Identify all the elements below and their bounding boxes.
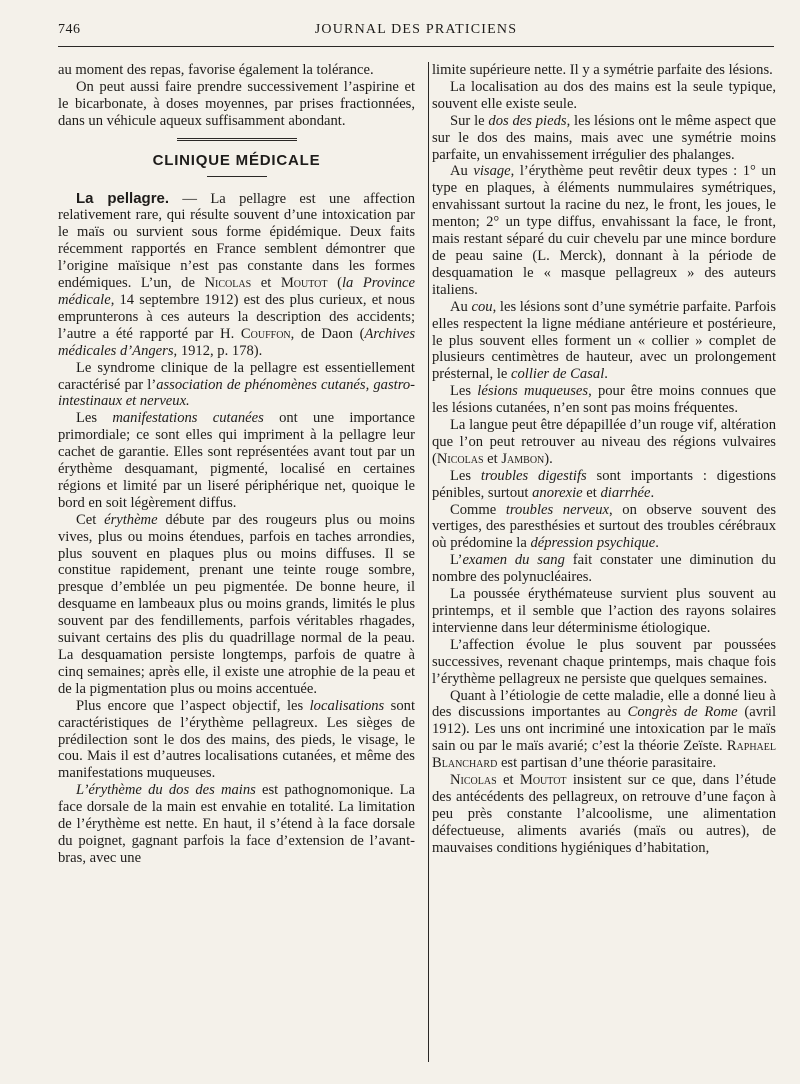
paragraph: Nicolas et Moutot insistent sur ce que, dans l’étude des antécédents des pellagreux, on retrouve d’une façon à peu près constante l’alcoolisme, une alimentation défectueuse, aliments avariés (maïs ou autres), de mauvaises conditions hygiéniques d’habitation,: [432, 772, 776, 856]
paragraph: Les lésions muqueuses, pour être moins connues que les lésions cutanées, n’en sont pas moins fréquentes.: [432, 383, 776, 417]
author-name: Moutot: [519, 772, 567, 789]
page-number: 746: [58, 22, 81, 37]
paragraph: L’affection évolue le plus souvent par poussées successives, revenant chaque printemps, mais chaque fois l’érythème pellagreux ne persiste que quelques semaines.: [432, 636, 776, 687]
left-column: [58, 62, 415, 867]
column-divider: [428, 62, 429, 1062]
paragraph: limite supérieure nette. Il y a symétrie parfaite des lésions.: [432, 62, 773, 78]
author-name: Moutot: [280, 275, 328, 292]
paragraph: Les manifestations cutanées ont une importance primordiale; ce sont elles qui impriment à la pellagre leur cachet de garantie. Elles sont représentées avant tout par un érythème desquamant, pigmenté, localisé en certaines régions et limité par un liseré périphérique net, quoique le bord en soit légèrement diffus.: [58, 410, 415, 511]
paragraph: Sur le dos des pieds, les lésions ont le même aspect que sur le dos des mains, mais avec une symétrie moins parfaite, un envahissement irrégulier des phalanges.: [432, 112, 776, 163]
author-name: Couffon: [240, 325, 291, 342]
running-title: JOURNAL DES PRATICIENS: [314, 22, 518, 37]
paragraph: Au cou, les lésions sont d’une symétrie parfaite. Parfois elles respectent la ligne médiane antérieure et postérieure, le plus souvent elles forment un « collier » complet de plusieurs centimètres de hauteur, avec un prolongement présternal, le collier de Casal.: [432, 298, 776, 383]
paragraph: Le syndrome clinique de la pellagre est essentiellement caractérisé par l’association de phénomènes cutanés, gastro-intestinaux et nerveux.: [58, 359, 415, 410]
author-name: Nicolas: [204, 275, 252, 292]
paragraph: au moment des repas, favorise également la tolérance.: [58, 62, 374, 78]
author-name: Nicolas: [450, 772, 497, 789]
author-name: Raphael Blanchard: [432, 738, 776, 772]
paragraph: La langue peut être dépapillée d’un rouge vif, altération que l’on peut retrouver au niveau des régions vulvaires (Nicolas et Jambon).: [432, 417, 776, 467]
section-rule: [177, 138, 297, 141]
section-underline: [207, 176, 267, 177]
paragraph: Les troubles digestifs sont importants : digestions pénibles, surtout anorexie et diarrhée.: [432, 467, 776, 501]
paragraph: L’érythème du dos des mains est pathognomonique. La face dorsale de la main est envahie en totalité. La limitation de l’érythème est nette. En haut, il s’étend à la face dorsale du poignet, gagnant parfois la face d’extension de l’avant-bras, avec une: [58, 782, 415, 866]
paragraph: On peut aussi faire prendre successivement l’aspirine et le bicarbonate, à doses moyennes, par prises fractionnées, dans un véhicule aqueux suffisamment abondant.: [58, 78, 415, 129]
article-lead: La pellagre.: [76, 189, 170, 207]
paragraph: Comme troubles nerveux, on observe souvent des vertiges, des paresthésies et surtout des troubles cérébraux où prédomine la dépression psychique.: [432, 501, 776, 552]
author-name: Nicolas: [436, 450, 484, 467]
section-title: CLINIQUE MÉDICALE: [152, 151, 321, 169]
paragraph: Plus encore que l’aspect objectif, les localisations sont caractéristiques de l’érythème pellagreux. Les sièges de prédilection sont le dos des mains, des pieds, le visage, le cou. Mais il est d’autres localisations cutanées, et même des manifestations muqueuses.: [58, 697, 415, 782]
header-rule: [58, 46, 774, 47]
source-title: Archives médicales d’Angers: [58, 325, 415, 359]
paragraph: La poussée érythémateuse survient plus souvent au printemps, et il semble que l’action des rayons solaires intervienne dans leur déterminisme étiologique.: [432, 586, 776, 636]
paragraph: Au visage, l’érythème peut revêtir deux types : 1° un type en plaques, à éléments nummulaires symétriques, envahissant surtout la racine du nez, le front, les joues, le menton; 2° un type diffus, envahissant la face, le front, mais restant séparé du cuir chevelu par une mince bordure de peau saine (L. Merck), donnant à la période de desquamation le « masque pellagreux » des auteurs italiens.: [432, 163, 776, 298]
page-header: [58, 22, 774, 42]
paragraph: La localisation au dos des mains est la seule typique, souvent elle existe seule.: [432, 78, 776, 112]
paragraph: Cet érythème débute par des rougeurs plus ou moins vives, plus ou moins étendues, parfois en taches arrondies, plus souvent en plaques plus ou moins diffuses. Il se constitue rapidement, prenant une teinte rouge sombre, presque d’emblée un peu pigmentée. De bonne heure, il desquame en lambeaux plus ou moins grands, limités le plus souvent par des fendillements, parfois véritables rhagades, suivant certains des plis du quadrillage normal de la peau. La desquamation persiste longtemps, parfois de quatre à cinq semaines; après elle, il existe une atrophie de la peau et de la pigmentation plus ou moins accentuée.: [58, 511, 415, 697]
paragraph: L’examen du sang fait constater une diminution du nombre des polynucléaires.: [432, 552, 776, 586]
source-title: la Province médicale: [58, 275, 416, 308]
author-name: Jambon: [501, 450, 545, 467]
right-column: [432, 62, 776, 857]
paragraph: La pellagre. — La pellagre est une affection relativement rare, qui résulte souvent d’une intoxication par le maïs ou survient sous forme épidémique. Deux faits récemment rapportés en France semblent démontrer que l’origine maïsique n’est pas constante dans les formes endémiques. L’un, de Nicolas et Moutot (la Province médicale, 14 septembre 1912) est des plus curieux, et nous emprunterons à ces auteurs la description des accidents; l’autre a été rapporté par H. Couffon, de Daon (Archives médicales d’Angers, 1912, p. 178).: [58, 189, 416, 359]
paragraph: Quant à l’étiologie de cette maladie, elle a donné lieu à des discussions importantes au Congrès de Rome (avril 1912). Les uns ont incriminé une intoxication par le maïs sain ou par le maïs avarié; c’est la théorie Zeïste. Raphael Blanchard est partisan d’une théorie parasitaire.: [432, 687, 776, 772]
